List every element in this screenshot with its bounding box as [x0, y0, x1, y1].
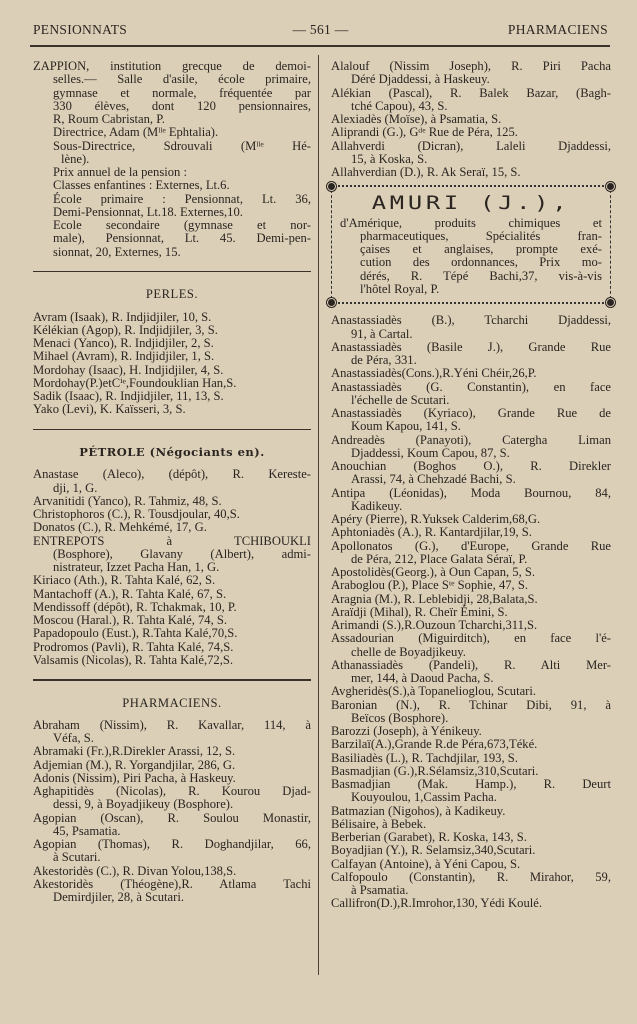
section-title-petrole: PÉTROLE (Négociants en). — [79, 445, 265, 459]
zappion-detail — [33, 166, 311, 179]
list-item — [331, 593, 611, 606]
list-item — [331, 871, 611, 898]
entry-line: de Péra, 331. — [351, 353, 417, 368]
zappion-detail — [33, 219, 311, 259]
entry-line: ENTREPOTS à TCHIBOUKLI — [33, 533, 311, 548]
entry-line: Apéry (Pierre), R.Yuksek Calderim,68,G. — [331, 512, 541, 527]
list-item — [331, 831, 611, 844]
zappion-details — [33, 126, 311, 259]
list-item — [33, 588, 311, 601]
entry-line: Moscou (Haral.), R. Tahta Kalé, 74, S. — [33, 613, 228, 627]
entry-line: Aghapitidès (Nicolas), R. Kourou Djad- — [33, 784, 311, 798]
entry-line: Callifron(D.),R.Imrohor,130, Yédi Koulé. — [331, 896, 542, 911]
entry-line: Baronian (N.), R. Tchinar Dibi, 91, à — [331, 697, 611, 712]
entry-line: Batmazian (Nigohos), à Kadikeuy. — [331, 803, 506, 818]
entry-line: Mantachoff (A.), R. Tahta Kalé, 67, S. — [33, 586, 227, 601]
entry-line: Calfopoulo (Constantin), R. Mirahor, 59, — [331, 869, 611, 884]
entry-line: Directrice, Adam (Mˡˡᵉ Ephtalia). — [53, 125, 219, 140]
list-item — [33, 785, 311, 812]
list-item — [331, 632, 611, 659]
entry-line: Kiriaco (Ath.), R. Tahta Kalé, 62, S. — [33, 573, 216, 588]
entry-line: Boyadjian (Y.), R. Selamsiz,340,Scutari. — [331, 843, 536, 858]
entry-line: Agopian (Thomas), R. Doghandjilar, 66, — [33, 837, 311, 851]
pharmaciens-list-left — [33, 719, 311, 905]
entry-line: Anouchian (Boghos O.), R. Direkler — [331, 459, 611, 474]
entry-line: tché Capou), 43, S. — [351, 98, 448, 113]
entry-line: male), Pensionnat, Lt. 45. Demi-pen- — [53, 231, 311, 246]
entry-line: Donatos (C.), R. Mehkémé, 17, G. — [33, 520, 207, 535]
advert-box — [331, 185, 611, 304]
entry-line: lène). — [61, 151, 90, 166]
entry-line: Mordohay (Isaac), H. Indjidjiler, 4, S. — [33, 362, 224, 377]
entry-line: Prodromos (Pavli), R. Tahta Kalé, 74,S. — [33, 639, 234, 654]
list-item — [331, 60, 611, 87]
entry-line: Koum Kapou, 141, S. — [351, 419, 461, 434]
list-item — [331, 87, 611, 114]
entry-line: l'hôtel Royal, P. — [360, 281, 440, 296]
section-rule — [33, 271, 311, 273]
list-item — [331, 460, 611, 487]
header-right: PHARMACIENS — [507, 22, 608, 37]
list-item — [33, 812, 311, 839]
entry-line: Allahverdi (Dicran), Laleli Djaddessi, — [331, 138, 611, 153]
entry-line: Andreadès (Panayoti), Catergha Liman — [331, 432, 611, 447]
entry-line: çaises et anglaises, prompte exé- — [360, 242, 602, 257]
entry-line: chelle de Boyadjikeuy. — [351, 644, 466, 659]
list-item — [331, 126, 611, 139]
entry-line: Anastassiadès (Basile J.), Grande Rue — [331, 339, 611, 354]
entry-line: Alékian (Pascal), R. Balek Bazar, (Bagh- — [331, 85, 611, 100]
zappion-detail — [33, 179, 311, 192]
pharmaciens-list-right-top — [331, 60, 611, 179]
entry-line: ZAPPION, institution grecque de demoi- — [33, 59, 311, 73]
list-item — [331, 341, 611, 368]
entry-line: Agopian (Oscan), R. Soulou Monastir, — [33, 810, 311, 825]
entry-line: Bélisaire, à Bebek. — [331, 816, 427, 831]
entry-line: Valsamis (Nicolas), R. Tahta Kalé,72,S. — [33, 652, 233, 667]
entry-line: de Péra, 212, Place Galata Séraï, P. — [351, 551, 528, 566]
entry-line: dji, 1, G. — [53, 480, 98, 495]
entry-line: Demi-Pensionnat, Lt.18. Externes,10. — [53, 204, 243, 219]
corner-ornament-icon — [606, 182, 615, 191]
perles-list — [33, 311, 311, 417]
entry-line: à Scutari. — [53, 850, 101, 865]
list-item — [33, 614, 311, 627]
list-item — [331, 526, 611, 539]
left-column — [33, 60, 311, 904]
entry-line: (Bosphore), Glavany (Albert), admi- — [53, 546, 311, 561]
list-item — [33, 390, 311, 403]
entry-line: Barozzi (Joseph), à Yénikeuy. — [331, 724, 482, 739]
entry-line: Mihael (Avram), R. Indjidjiler, 1, S. — [33, 349, 215, 364]
entry-line: sionnat, 20, Externes, 15. — [53, 244, 181, 259]
entry-line: Basiliadès (L.), R. Tachdjilar, 193, S. — [331, 750, 518, 765]
corner-ornament-icon — [327, 182, 336, 191]
list-item — [331, 858, 611, 871]
list-item — [33, 311, 311, 324]
list-item — [33, 601, 311, 614]
list-item — [331, 818, 611, 831]
entry-line: nistrateur, Izzet Pacha Han, 1, G. — [53, 560, 220, 574]
list-item — [33, 745, 311, 758]
entry-line: Anastassiadès (G. Constantin), en face — [331, 379, 611, 394]
entry-line: Abramaki (Fr.),R.Direkler Arassi, 12, S. — [33, 744, 236, 759]
entry-line: Beïcos (Bosphore). — [351, 710, 449, 725]
entry-line: Avram (Isaak), R. Indjidjiler, 10, S. — [33, 309, 212, 324]
section-title-pharmaciens: PHARMACIENS. — [122, 695, 222, 710]
entry-line: Avgheridès(S.),à Topanelioglou, Scutari. — [331, 684, 537, 699]
entry-line: Barzilaï(A.),Grande R.de Péra,673,Téké. — [331, 737, 538, 752]
list-item — [331, 166, 611, 179]
entry-line: Sadik (Isaac), R. Indjidjiler, 11, 13, S. — [33, 389, 224, 403]
entry-line: Kouyoulou, 1,Cassim Pacha. — [351, 790, 497, 805]
entry-line: Ecole secondaire (gymnase et nor- — [53, 218, 311, 232]
entry-line: 330 élèves, dont 120 pensionnaires, — [53, 98, 311, 113]
list-item — [331, 738, 611, 751]
entry-line: Basmadjian (G.),R.Sélamsiz,310,Scutari. — [331, 763, 539, 778]
list-item — [33, 403, 311, 416]
list-item — [331, 897, 611, 910]
entry-line: Demirdjiler, 28, à Scutari. — [53, 890, 184, 904]
entry-line: mer, 144, à Daoud Pacha, S. — [351, 671, 494, 686]
list-item — [33, 350, 311, 363]
entry-line: Yako (Levi), K. Kaïsseri, 3, S. — [33, 402, 186, 417]
zappion-detail — [33, 193, 311, 220]
list-item — [33, 865, 311, 878]
entry-line: Assadourian (Miguirditch), en face l'é- — [331, 631, 611, 646]
list-item — [33, 627, 311, 640]
list-item — [331, 566, 611, 579]
entry-line: Anastassiadès (Kyriaco), Grande Rue de — [331, 406, 611, 421]
section-rule — [33, 429, 311, 431]
list-item — [331, 540, 611, 567]
list-item — [331, 367, 611, 380]
entry-line: Anastassiadès (B.), Tcharchi Djaddessi, — [331, 313, 611, 328]
list-item — [33, 508, 311, 521]
entry-line: Akestoridès (Théogène),R. Atlama Tachi — [33, 876, 311, 891]
entry-line: Aphtoniadès (A.), R. Kantardjilar,19, S. — [331, 525, 532, 540]
list-item — [331, 752, 611, 765]
page-number: — 561 — — [292, 22, 349, 37]
entry-line: Berberian (Garabet), R. Koska, 143, S. — [331, 830, 527, 845]
entry-line: Papadopoulo (Eust.), R.Tahta Kalé,70,S. — [33, 626, 238, 641]
entry-line: Akestoridès (C.), R. Divan Yolou,138,S. — [33, 863, 237, 878]
list-item — [33, 641, 311, 654]
entry-line: Djaddessi, Koum Capou, 87, S. — [351, 445, 510, 460]
list-item — [33, 574, 311, 587]
entry-line: Véfa, S. — [53, 731, 94, 745]
entry-line: Arimandi (S.),R.Ouzoun Tcharchi,311,S. — [331, 618, 538, 633]
entry-line: Kadikeuy. — [351, 498, 403, 513]
list-item — [33, 535, 311, 575]
entry-line: Adjemian (M.), R. Yorgandjilar, 286, G. — [33, 757, 236, 772]
list-item — [33, 521, 311, 534]
list-item — [331, 778, 611, 805]
list-item — [331, 381, 611, 408]
section-rule — [33, 679, 311, 681]
entry-line: Athanassiadès (Pandeli), R. Alti Mer- — [331, 657, 611, 672]
entry-line: R, Roum Cabristan, P. — [53, 112, 165, 126]
list-item — [33, 324, 311, 337]
entry-line: 15, à Koska, S. — [351, 151, 428, 166]
list-item — [331, 725, 611, 738]
section-title-perles: PERLES. — [145, 287, 199, 302]
advert-text — [340, 217, 602, 297]
list-item — [331, 685, 611, 698]
list-item — [331, 407, 611, 434]
list-item — [331, 765, 611, 778]
entry-line: 45, Psamatia. — [53, 823, 121, 838]
zappion-intro — [33, 60, 311, 126]
list-item — [33, 719, 311, 746]
entry-line: selles.— Salle d'asile, école primaire, — [53, 72, 311, 87]
entry-line: dérés, R. Tépé Bachi,37, vis-à-vis — [360, 268, 602, 283]
entry-line: Adonis (Nissim), Piri Pacha, à Haskeuy. — [33, 770, 236, 785]
list-item — [331, 659, 611, 686]
entry-line: Alalouf (Nissim Joseph), R. Piri Pacha — [331, 59, 611, 73]
entry-line: cution des ordonnances, Prix mo- — [360, 255, 602, 270]
entry-line: Mordohay(P.)etCⁱᵉ,Foundouklian Han,S. — [33, 375, 237, 390]
entry-line: École primaire : Pensionnat, Lt. 36, — [53, 191, 311, 206]
entry-line: Basmadjian (Mak. Hamp.), R. Deurt — [331, 777, 611, 792]
list-item — [331, 487, 611, 514]
header-left: PENSIONNATS — [33, 22, 128, 37]
entry-line: Apollonatos (G.), d'Europe, Grande Rue — [331, 538, 611, 553]
entry-line: gymnase et normale, fréquentée par — [53, 85, 311, 100]
zappion-detail — [33, 140, 311, 167]
advert-paragraph — [340, 217, 602, 297]
entry-line: Kélékian (Agop), R. Indjidjiler, 3, S. — [33, 322, 218, 337]
header-rule — [30, 45, 610, 47]
zappion-detail — [33, 126, 311, 139]
list-item — [33, 759, 311, 772]
entry-line: Calfayan (Antoine), à Yéni Capou, S. — [331, 856, 521, 871]
entry-line: Araïdji (Mihal), R. Cheïr Émini, S. — [331, 604, 508, 619]
list-item — [331, 579, 611, 592]
entry-line: Allahverdian (D.), R. Ak Seraï, 15, S. — [331, 165, 521, 179]
corner-ornament-icon — [327, 298, 336, 307]
list-item — [331, 314, 611, 341]
entry-line: Anastassiadès(Cons.),R.Yéni Chéir,26,P. — [331, 366, 537, 381]
entry-line: dessi, 9, à Boyadjikeuy (Bosphore). — [53, 797, 234, 812]
entry-line: Alexiadès (Moïse), à Psamatia, S. — [331, 112, 502, 126]
list-item — [33, 654, 311, 667]
entry-line: à Psamatia. — [351, 883, 409, 898]
corner-ornament-icon — [606, 298, 615, 307]
list-item — [331, 805, 611, 818]
list-item — [33, 878, 311, 905]
list-item — [331, 140, 611, 167]
list-item — [331, 619, 611, 632]
list-item — [33, 337, 311, 350]
pharmaciens-list-right — [331, 314, 611, 910]
petrole-list — [33, 468, 311, 667]
entry-line: Menaci (Yanco), R. Indjidjiler, 2, S. — [33, 336, 214, 350]
running-header — [33, 22, 608, 40]
entry-line: d'Amérique, produits chimiques et — [340, 215, 602, 230]
list-item — [331, 844, 611, 857]
entry-line: Apostolidès(Georg.), à Oun Capan, 5, S. — [331, 565, 536, 580]
entry-line: Christophoros (C.), R. Tousdjoular, 40,S. — [33, 507, 240, 521]
entry-line: Anastase (Aleco), (dépôt), R. Kereste- — [33, 467, 311, 482]
entry-line: Classes enfantines : Externes, Lt.6. — [53, 178, 230, 193]
entry-line: Abraham (Nissim), R. Kavallar, 114, à — [33, 717, 311, 732]
list-item — [33, 772, 311, 785]
list-item — [331, 606, 611, 619]
entry-line: Aliprandi (G.), Gᵈᵉ Rue de Péra, 125. — [331, 125, 518, 140]
list-item — [33, 495, 311, 508]
list-item — [33, 377, 311, 390]
advert-title: AMURI (J.), — [371, 192, 571, 215]
entry-line: 91, à Cartal. — [351, 326, 413, 341]
entry-line: Araboglou (P.), Place Sᵗᵉ Sophie, 47, S. — [331, 578, 528, 593]
entry-line: Prix annuel de la pension : — [53, 165, 187, 179]
list-item — [331, 434, 611, 461]
entry-line: pharmaceutiques, Spécialités fran- — [360, 228, 602, 243]
list-item — [331, 113, 611, 126]
list-item — [33, 364, 311, 377]
list-item — [33, 468, 311, 495]
column-divider — [318, 55, 319, 975]
right-column — [331, 60, 611, 911]
entry-line: Arassi, 74, à Chehzadé Bachi, S. — [351, 472, 516, 487]
entry-line: Arvanitidi (Yanco), R. Tahmiz, 48, S. — [33, 493, 222, 508]
list-item — [33, 838, 311, 865]
entry-line: Antipa (Léonidas), Moda Bournou, 84, — [331, 485, 611, 500]
entry-line: Déré Djaddessi, à Haskeuy. — [351, 72, 490, 87]
entry-line: l'échelle de Scutari. — [351, 392, 450, 407]
list-item — [331, 513, 611, 526]
zappion-entry — [33, 60, 311, 126]
entry-line: Mendissoff (dépôt), R. Tchakmak, 10, P. — [33, 599, 237, 614]
entry-line: Aragnia (M.), R. Leblebidji, 28,Balata,S. — [331, 591, 538, 606]
entry-line: Sous-Directrice, Sdrouvali (Mˡˡᵉ Hé- — [53, 138, 311, 153]
list-item — [331, 699, 611, 726]
